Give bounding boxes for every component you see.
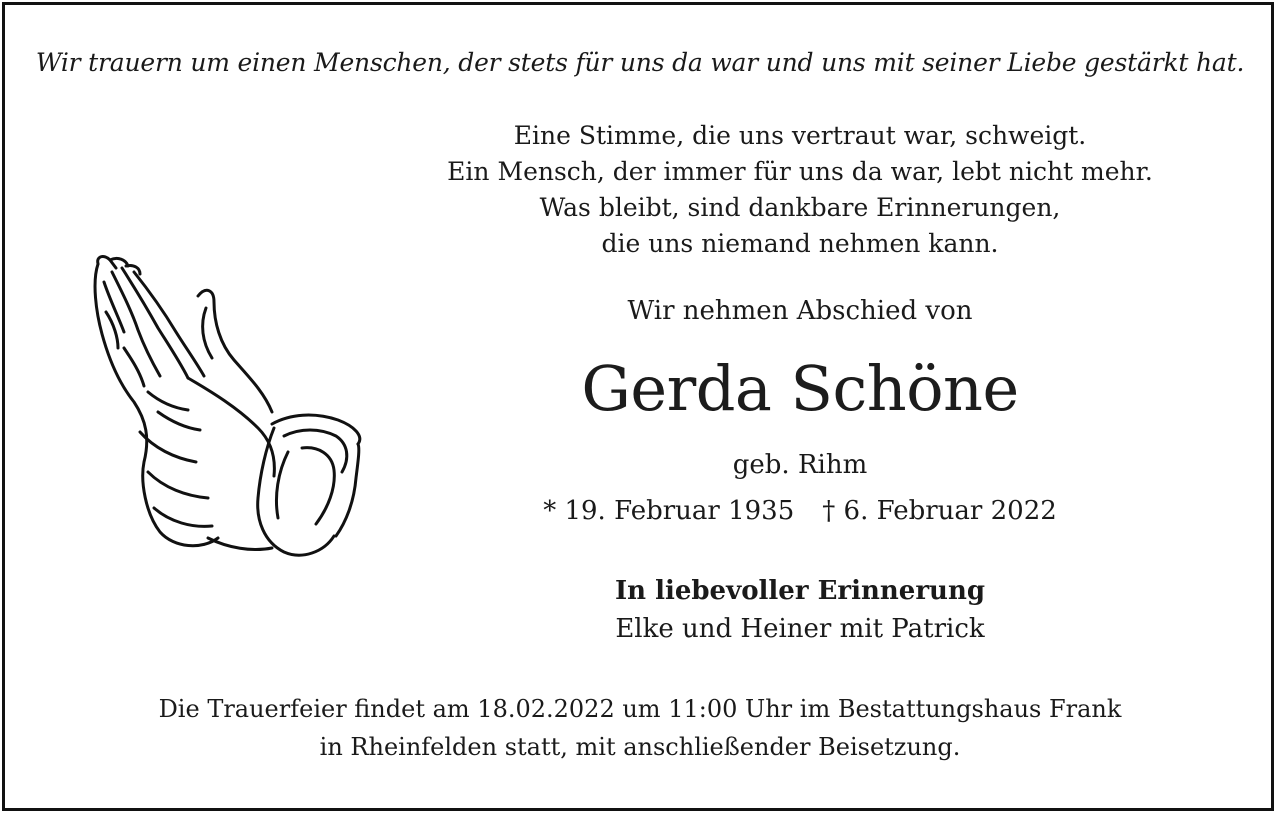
poem-line: Was bleibt, sind dankbare Erinnerungen, (539, 193, 1061, 222)
poem-line: Ein Mensch, der immer für uns da war, lebt nicht mehr. (447, 157, 1153, 186)
deceased-name: Gerda Schöne (581, 352, 1019, 425)
funeral-line: Die Trauerfeier findet am 18.02.2022 um 11:00 Uhr im Bestattungshaus Frank (158, 695, 1122, 723)
death-date: † 6. Februar 2022 (822, 496, 1057, 526)
memory-title: In liebevoller Erinnerung (614, 576, 986, 606)
funeral-notice (0, 690, 1280, 766)
poem-line: Eine Stimme, die uns vertraut war, schweigt. (513, 121, 1087, 150)
mourners: Elke und Heiner mit Patrick (615, 614, 985, 644)
birth-date: * 19. Februar 1935 (543, 496, 795, 526)
life-dates (440, 496, 1160, 526)
poem-line: die uns niemand nehmen kann. (601, 229, 999, 258)
funeral-line: in Rheinfelden statt, mit anschließender Beisetzung. (319, 733, 961, 761)
poem (440, 118, 1160, 262)
farewell-line: Wir nehmen Abschied von (627, 296, 973, 326)
maiden-name: geb. Rihm (732, 450, 868, 480)
praying-hands-icon (88, 252, 368, 562)
motto-line: Wir trauern um einen Menschen, der stets für uns da war und uns mit seiner Liebe gestärkt hat. (35, 48, 1245, 77)
